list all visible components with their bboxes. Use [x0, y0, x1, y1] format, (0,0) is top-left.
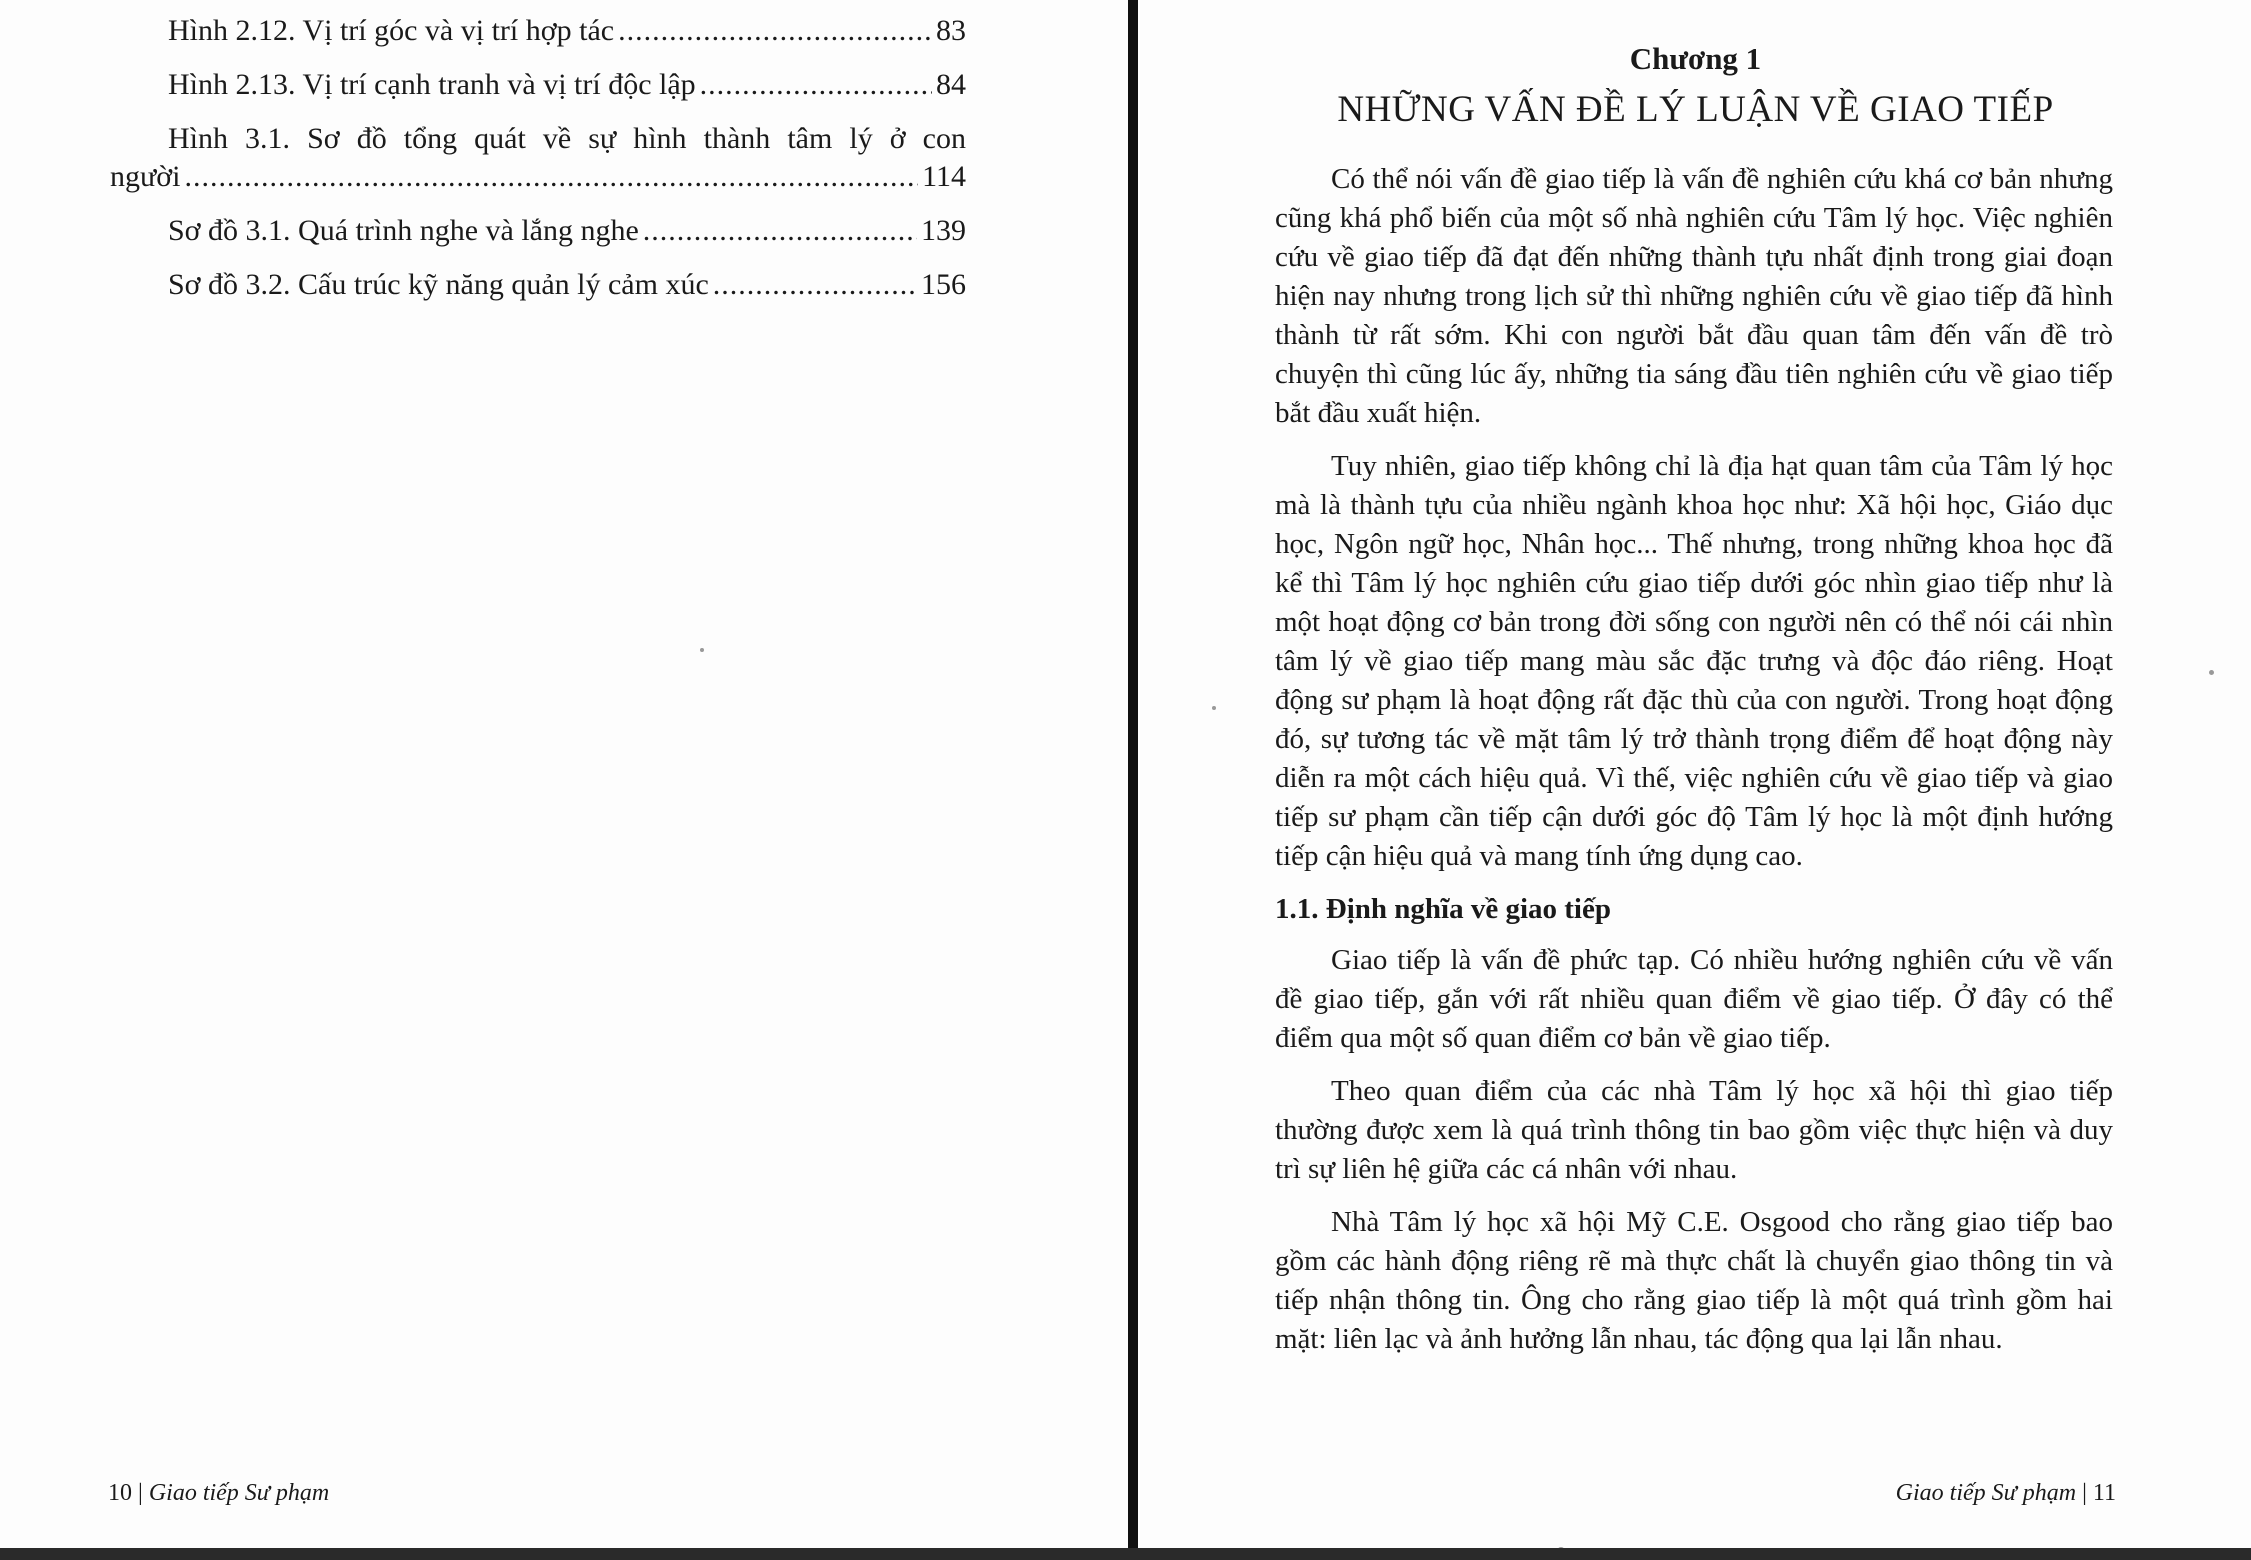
figure-list-item — [110, 66, 966, 104]
left-page-footer — [108, 1478, 329, 1508]
figure-title: Sơ đồ 3.1. Quá trình nghe và lắng nghe — [168, 214, 639, 247]
body-paragraph: Có thể nói vấn đề giao tiếp là vấn đề nghiên cứu khá cơ bản nhưng cũng khá phổ biến của một số nhà nghiên cứu Tâm lý học. Việc nghiên cứu về giao tiếp đã đạt đến những thành tựu nhất định trong giai đoạn hiện nay nhưng trong lịch sử thì những nghiên cứu về giao tiếp đã hình thành từ rất sớm. Khi con người bắt đầu quan tâm đến vấn đề trò chuyện thì cũng lúc ấy, những tia sáng đầu tiên nghiên cứu về giao tiếp bắt đầu xuất hiện. — [1275, 163, 2113, 429]
figure-title: Hình 2.13. Vị trí cạnh tranh và vị trí độc lập — [168, 68, 696, 101]
figure-list-item — [110, 266, 966, 304]
dot-leader — [643, 212, 917, 250]
right-page-footer — [1896, 1478, 2116, 1508]
page-bottom-edge — [0, 1548, 2251, 1560]
running-title: Giao tiếp Sư phạm — [148, 1480, 330, 1506]
section-heading: 1.1. Định nghĩa về giao tiếp — [1275, 893, 1611, 925]
body-paragraph: Theo quan điểm của các nhà Tâm lý học xã hội thì giao tiếp thường được xem là quá trình thông tin bao gồm việc thực hiện và duy trì sự liên hệ giữa các cá nhân với nhau. — [1275, 1075, 2113, 1185]
body-paragraph: Nhà Tâm lý học xã hội Mỹ C.E. Osgood cho rằng giao tiếp bao gồm các hành động riêng rẽ mà thực chất là chuyển giao thông tin và tiếp nhận thông tin. Ông cho rằng giao tiếp là một quá trình gồm hai mặt: liên lạc và ảnh hưởng lẫn nhau, tác động qua lại lẫn nhau. — [1275, 1206, 2113, 1355]
figure-page-number: 156 — [921, 268, 966, 301]
chapter-body — [1275, 160, 2113, 1373]
figure-list — [110, 12, 966, 320]
figure-title-continued: người — [110, 160, 181, 193]
scan-speck — [700, 648, 704, 652]
dot-leader — [184, 158, 918, 196]
figure-list-item — [110, 12, 966, 50]
scan-speck — [1212, 706, 1216, 710]
body-paragraph: Giao tiếp là vấn đề phức tạp. Có nhiều hướng nghiên cứu về vấn đề giao tiếp, gắn với rất nhiều quan điểm về giao tiếp. Ở đây có thể điểm qua một số quan điểm cơ bản về giao tiếp. — [1275, 944, 2113, 1054]
page-number: 10 — [108, 1480, 132, 1506]
figure-list-item — [110, 120, 966, 196]
figure-page-number: 83 — [936, 14, 966, 47]
figure-page-number: 114 — [922, 160, 966, 193]
page-number: 11 — [2092, 1480, 2116, 1506]
figure-title: Hình 3.1. Sơ đồ tổng quát về sự hình thành tâm lý ở con — [168, 122, 966, 155]
book-gutter — [1128, 0, 1138, 1560]
dot-leader — [713, 266, 917, 304]
footer-separator: | — [138, 1480, 143, 1506]
chapter-label: Chương 1 — [1629, 41, 1762, 76]
scan-speck — [2209, 670, 2214, 675]
figure-title: Hình 2.12. Vị trí góc và vị trí hợp tác — [168, 14, 615, 47]
figure-page-number: 84 — [936, 68, 966, 101]
chapter-title: NHỮNG VẤN ĐỀ LÝ LUẬN VỀ GIAO TIẾP — [1337, 89, 2054, 130]
running-title: Giao tiếp Sư phạm — [1895, 1480, 2077, 1506]
figure-title: Sơ đồ 3.2. Cấu trúc kỹ năng quản lý cảm xúc — [168, 268, 709, 301]
figure-list-item — [110, 212, 966, 250]
figure-page-number: 139 — [921, 214, 966, 247]
dot-leader — [618, 12, 932, 50]
footer-separator: | — [2082, 1480, 2087, 1506]
dot-leader — [700, 66, 932, 104]
body-paragraph: Tuy nhiên, giao tiếp không chỉ là địa hạt quan tâm của Tâm lý học mà là thành tựu của nhiều ngành khoa học như: Xã hội học, Giáo dục học, Ngôn ngữ học, Nhân học... Thế nhưng, trong những khoa học đã kể thì Tâm lý học nghiên cứu giao tiếp dưới góc nhìn giao tiếp như là một hoạt động cơ bản trong đời sống con người nên có thể nói cái nhìn tâm lý về giao tiếp mang màu sắc đặc trưng và độc đáo riêng. Hoạt động sư phạm là hoạt động rất đặc thù của con người. Trong hoạt động đó, sự tương tác về mặt tâm lý trở thành trọng điểm để hoạt động này diễn ra một cách hiệu quả. Vì thế, việc nghiên cứu về giao tiếp và giao tiếp sư phạm cần tiếp cận dưới góc độ Tâm lý học là một định hướng tiếp cận hiệu quả và mang tính ứng dụng cao. — [1275, 450, 2113, 872]
